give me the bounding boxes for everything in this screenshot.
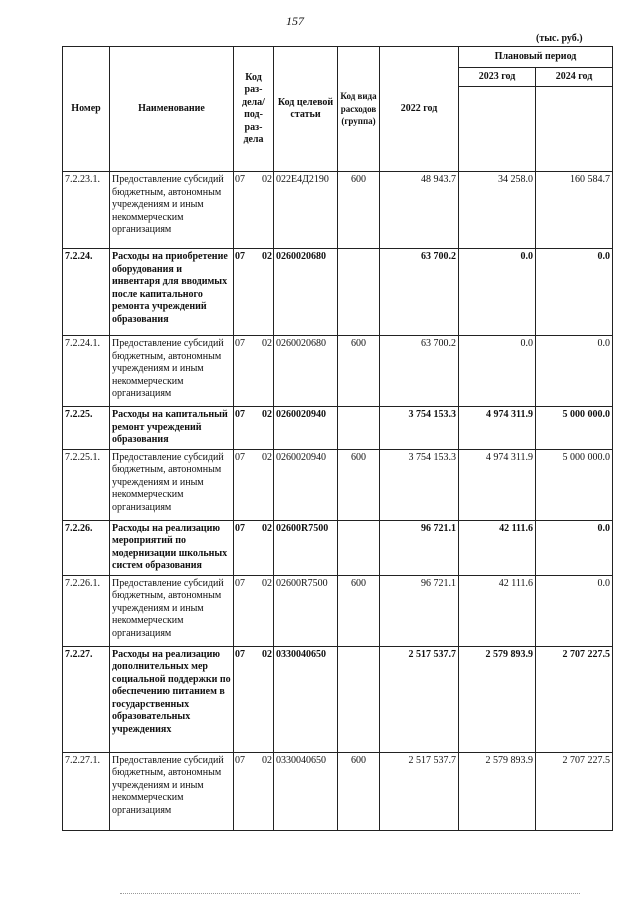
row-target: 022Е4Д2190 — [274, 172, 338, 249]
row-razdel: 07 — [235, 251, 245, 262]
row-razdel: 07 — [235, 174, 245, 185]
row-name: Предоставление субсидий бюджетным, автономным учреждениям и иным некоммерческим организациям — [110, 752, 234, 830]
row-2023: 0.0 — [459, 249, 536, 336]
header-number: Номер — [63, 47, 110, 172]
row-section — [234, 336, 274, 407]
row-expense — [338, 249, 380, 336]
row-2024: 2 707 227.5 — [536, 646, 613, 752]
header-name: Наименование — [110, 47, 234, 172]
row-target: 02600R7500 — [274, 520, 338, 575]
row-target: 0330040650 — [274, 752, 338, 830]
row-podrazdel: 02 — [262, 251, 272, 262]
row-number: 7.2.25.1. — [63, 449, 110, 520]
row-expense — [338, 407, 380, 450]
row-number: 7.2.25. — [63, 407, 110, 450]
table-row — [63, 449, 613, 520]
table-row — [63, 752, 613, 830]
table-row — [63, 646, 613, 752]
row-2023: 4 974 311.9 — [459, 449, 536, 520]
row-section — [234, 752, 274, 830]
row-target: 0260020680 — [274, 249, 338, 336]
row-number: 7.2.27.1. — [63, 752, 110, 830]
header-2024: 2024 год — [536, 68, 613, 87]
budget-table — [62, 46, 613, 831]
row-name: Расходы на приобретение оборудования и инвентаря для вводимых после капитального ремонта учреждений образования — [110, 249, 234, 336]
row-2023: 42 111.6 — [459, 520, 536, 575]
row-2024: 5 000 000.0 — [536, 407, 613, 450]
row-2024: 0.0 — [536, 336, 613, 407]
row-section — [234, 520, 274, 575]
header-target: Код целевой статьи — [274, 47, 338, 172]
row-number: 7.2.26.1. — [63, 575, 110, 646]
row-podrazdel: 02 — [262, 409, 272, 420]
row-expense — [338, 646, 380, 752]
row-2023: 4 974 311.9 — [459, 407, 536, 450]
row-number: 7.2.24.1. — [63, 336, 110, 407]
row-razdel: 07 — [235, 409, 245, 420]
row-2022: 3 754 153.3 — [380, 407, 459, 450]
row-podrazdel: 02 — [262, 338, 272, 349]
row-razdel: 07 — [235, 522, 245, 534]
row-2024: 0.0 — [536, 249, 613, 336]
page-number: 157 — [286, 14, 304, 28]
row-name: Предоставление субсидий бюджетным, автономным учреждениям и иным некоммерческим организациям — [110, 449, 234, 520]
row-target: 0330040650 — [274, 646, 338, 752]
row-target: 02600R7500 — [274, 575, 338, 646]
row-2022: 96 721.1 — [380, 520, 459, 575]
row-expense: 600 — [338, 172, 380, 249]
row-section — [234, 407, 274, 450]
row-2023: 2 579 893.9 — [459, 646, 536, 752]
row-2023: 2 579 893.9 — [459, 752, 536, 830]
table-row — [63, 249, 613, 336]
row-name: Расходы на капитальный ремонт учреждений образования — [110, 407, 234, 450]
row-podrazdel: 02 — [262, 754, 272, 766]
row-podrazdel: 02 — [262, 577, 272, 589]
row-expense: 600 — [338, 575, 380, 646]
header-expense: Код вида расходов (группа) — [338, 47, 380, 172]
table-row — [63, 172, 613, 249]
row-target: 0260020680 — [274, 336, 338, 407]
table-row — [63, 520, 613, 575]
row-target: 0260020940 — [274, 407, 338, 450]
row-section — [234, 172, 274, 249]
row-2022: 63 700.2 — [380, 249, 459, 336]
row-2024: 2 707 227.5 — [536, 752, 613, 830]
row-razdel: 07 — [235, 754, 245, 766]
header-2022: 2022 год — [380, 47, 459, 172]
row-2024: 0.0 — [536, 575, 613, 646]
row-razdel: 07 — [235, 451, 245, 463]
row-podrazdel: 02 — [262, 522, 272, 534]
row-expense: 600 — [338, 752, 380, 830]
table-row — [63, 575, 613, 646]
row-2022: 63 700.2 — [380, 336, 459, 407]
row-podrazdel: 02 — [262, 174, 272, 185]
row-razdel: 07 — [235, 577, 245, 589]
header-plan-period: Плановый период — [459, 47, 613, 68]
table-row — [63, 407, 613, 450]
row-2023: 34 258.0 — [459, 172, 536, 249]
row-2022: 48 943.7 — [380, 172, 459, 249]
row-name: Расходы на реализацию мероприятий по модернизации школьных систем образования — [110, 520, 234, 575]
row-name: Предоставление субсидий бюджетным, автономным учреждениям и иным некоммерческим организациям — [110, 336, 234, 407]
row-expense — [338, 520, 380, 575]
footer-line — [120, 893, 580, 895]
row-name: Расходы на реализацию дополнительных мер социальной поддержки по обеспечению питанием в государственных образовательных учреждениях — [110, 646, 234, 752]
row-section — [234, 249, 274, 336]
row-2022: 3 754 153.3 — [380, 449, 459, 520]
row-2022: 2 517 537.7 — [380, 646, 459, 752]
row-expense: 600 — [338, 449, 380, 520]
row-number: 7.2.24. — [63, 249, 110, 336]
row-number: 7.2.23.1. — [63, 172, 110, 249]
row-podrazdel: 02 — [262, 648, 272, 660]
row-section — [234, 646, 274, 752]
row-2022: 2 517 537.7 — [380, 752, 459, 830]
row-section — [234, 449, 274, 520]
row-2023: 42 111.6 — [459, 575, 536, 646]
row-podrazdel: 02 — [262, 451, 272, 463]
row-expense: 600 — [338, 336, 380, 407]
row-razdel: 07 — [235, 338, 245, 349]
header-2023: 2023 год — [459, 68, 536, 87]
row-target: 0260020940 — [274, 449, 338, 520]
row-2024: 0.0 — [536, 520, 613, 575]
row-razdel: 07 — [235, 648, 245, 660]
row-name: Предоставление субсидий бюджетным, автономным учреждениям и иным некоммерческим организациям — [110, 172, 234, 249]
row-2024: 5 000 000.0 — [536, 449, 613, 520]
header-section: Код раз-дела/ под-раз-дела — [234, 47, 274, 172]
row-2024: 160 584.7 — [536, 172, 613, 249]
units-label: (тыс. руб.) — [536, 33, 583, 44]
row-2022: 96 721.1 — [380, 575, 459, 646]
row-name: Предоставление субсидий бюджетным, автономным учреждениям и иным некоммерческим организациям — [110, 575, 234, 646]
row-2023: 0.0 — [459, 336, 536, 407]
row-section — [234, 575, 274, 646]
table-row — [63, 336, 613, 407]
row-number: 7.2.26. — [63, 520, 110, 575]
row-number: 7.2.27. — [63, 646, 110, 752]
